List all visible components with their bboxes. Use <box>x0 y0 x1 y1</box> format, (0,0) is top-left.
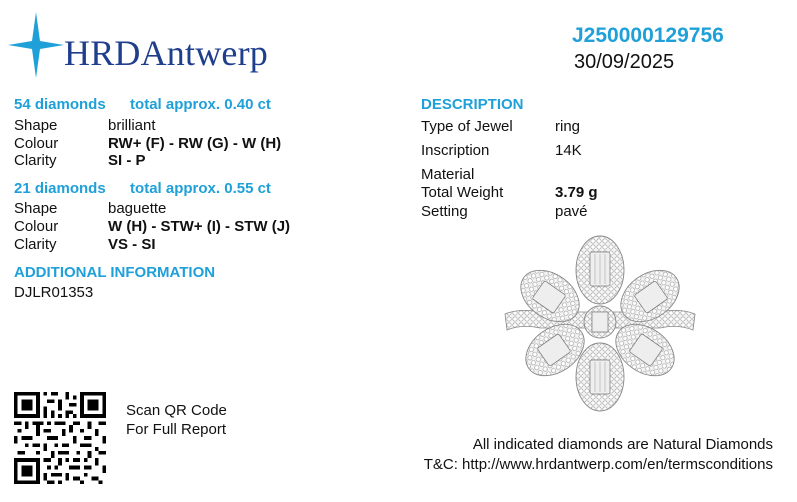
row-label: Type of Jewel <box>421 118 513 135</box>
description-row-setting <box>421 203 588 220</box>
row-value: W (H) - STW+ (I) - STW (J) <box>108 218 291 235</box>
description-heading: DESCRIPTION <box>421 96 524 113</box>
description-row-inscription <box>421 142 582 159</box>
group-1-heading <box>14 96 271 113</box>
qr-code[interactable] <box>14 392 106 484</box>
group-1-colour-row <box>14 135 281 152</box>
row-label: Total Weight <box>421 184 504 201</box>
row-value: VS - SI <box>108 236 156 253</box>
row-label: Clarity <box>14 152 57 169</box>
report-number: J250000129756 <box>572 24 724 47</box>
row-label: Material <box>421 166 475 183</box>
description-row-weight <box>421 184 598 201</box>
group-2-colour-row <box>14 218 290 235</box>
row-label: Shape <box>14 117 58 134</box>
ring-photo <box>500 232 700 417</box>
terms-link[interactable]: T&C: http://www.hrdantwerp.com/en/termsconditions <box>423 456 773 473</box>
group-1-shape-row <box>14 117 156 134</box>
qr-caption-line-2: For Full Report <box>126 421 227 438</box>
group-1-clarity-row <box>14 152 146 169</box>
row-label: Clarity <box>14 236 57 253</box>
row-value: 14K <box>555 142 582 159</box>
row-value: ring <box>555 118 581 135</box>
report-date: 30/09/2025 <box>574 51 675 73</box>
row-value: SI - P <box>108 152 146 169</box>
group-2-total: total approx. 0.55 ct <box>130 180 271 197</box>
row-value: baguette <box>108 200 167 217</box>
row-value: RW+ (F) - RW (G) - W (H) <box>108 135 282 152</box>
description-row-material <box>421 166 555 183</box>
description-row-type <box>421 118 580 135</box>
row-label: Inscription <box>421 142 490 159</box>
row-label: Colour <box>14 218 59 235</box>
natural-diamonds-note: All indicated diamonds are Natural Diamonds <box>472 436 773 453</box>
qr-caption-line-1: Scan QR Code <box>126 402 227 419</box>
row-value: pavé <box>555 203 588 220</box>
group-2-heading <box>14 180 271 197</box>
row-label: Shape <box>14 200 58 217</box>
brand-name: HRDAntwerp <box>64 33 268 73</box>
group-1-total: total approx. 0.40 ct <box>130 96 271 113</box>
group-1-count: 54 diamonds <box>14 96 106 113</box>
additional-info-value: DJLR01353 <box>14 284 94 301</box>
row-value: brilliant <box>108 117 156 134</box>
row-value: 3.79 g <box>555 184 598 201</box>
row-label: Colour <box>14 135 59 152</box>
group-2-shape-row <box>14 200 166 217</box>
additional-info-heading: ADDITIONAL INFORMATION <box>14 264 216 281</box>
row-label: Setting <box>421 203 468 220</box>
group-2-clarity-row <box>14 236 156 253</box>
star-icon <box>6 10 66 80</box>
hrd-antwerp-logo <box>6 10 306 80</box>
group-2-count: 21 diamonds <box>14 180 106 197</box>
